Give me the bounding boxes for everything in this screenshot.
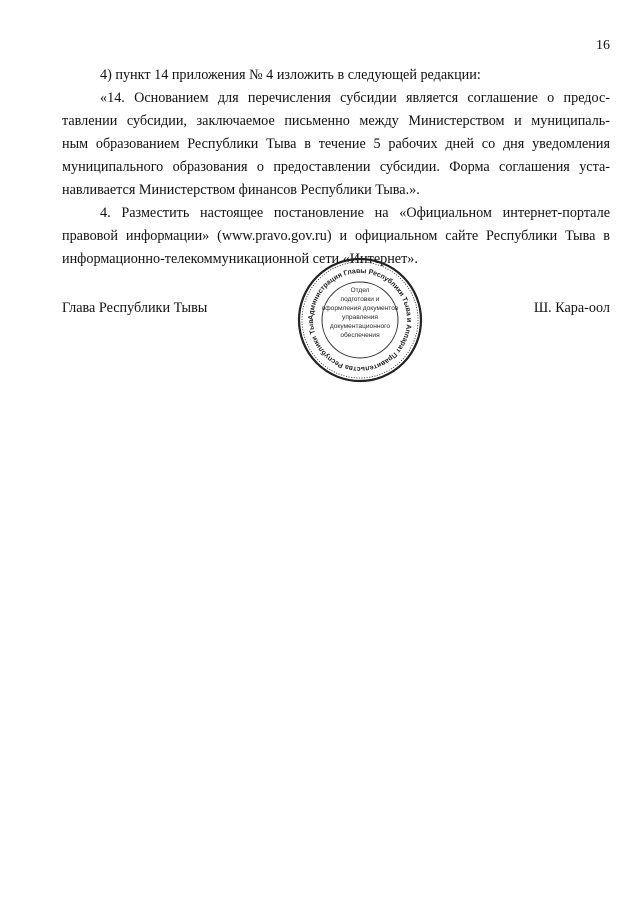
document-body bbox=[62, 64, 610, 271]
page-number: 16 bbox=[596, 38, 610, 53]
seal-center-line: обеспечения bbox=[340, 332, 380, 339]
seal-center-line: подготовки и bbox=[340, 296, 380, 303]
official-seal bbox=[296, 256, 424, 384]
item14-line: «14. Основанием для перечисления субсидии является соглашение о предос- bbox=[100, 90, 610, 106]
signatory-name: Ш. Кара-оол bbox=[533, 300, 610, 316]
seal-center-text bbox=[310, 286, 410, 340]
seal-center-line: документационного bbox=[329, 323, 391, 330]
item14-line: ным образованием Республики Тыва в течение 5 рабочих дней со дня уведомления bbox=[62, 136, 610, 152]
point4-line: информационно-телекоммуникационной сети «Интернет». bbox=[62, 251, 418, 267]
signatory-position: Глава Республики Тывы bbox=[62, 300, 208, 316]
seal-ring-text: Администрация Главы Республики Тыва и Аппарат Правительства Республики Тыв bbox=[307, 267, 413, 373]
seal-center-line: управления bbox=[342, 314, 378, 321]
item4-intro-line: 4) пункт 14 приложения № 4 изложить в следующей редакции: bbox=[100, 67, 481, 83]
item14-line: муниципального образования о предоставлении субсидии. Форма соглашения уста- bbox=[62, 159, 610, 175]
item14-line: тавлении субсидии, заключаемое письменно между Министерством и муниципаль- bbox=[62, 113, 610, 129]
item14-line: навливается Министерством финансов Республики Тыва.». bbox=[62, 182, 420, 198]
point4-line: правовой информации» (www.pravo.gov.ru) и официальном сайте Республики Тыва в bbox=[62, 228, 610, 244]
seal-center-line: Отдел bbox=[350, 287, 370, 294]
seal-center-line: оформления документов bbox=[321, 305, 399, 312]
point4-line: 4. Разместить настоящее постановление на «Официальном интернет-портале bbox=[100, 205, 610, 221]
